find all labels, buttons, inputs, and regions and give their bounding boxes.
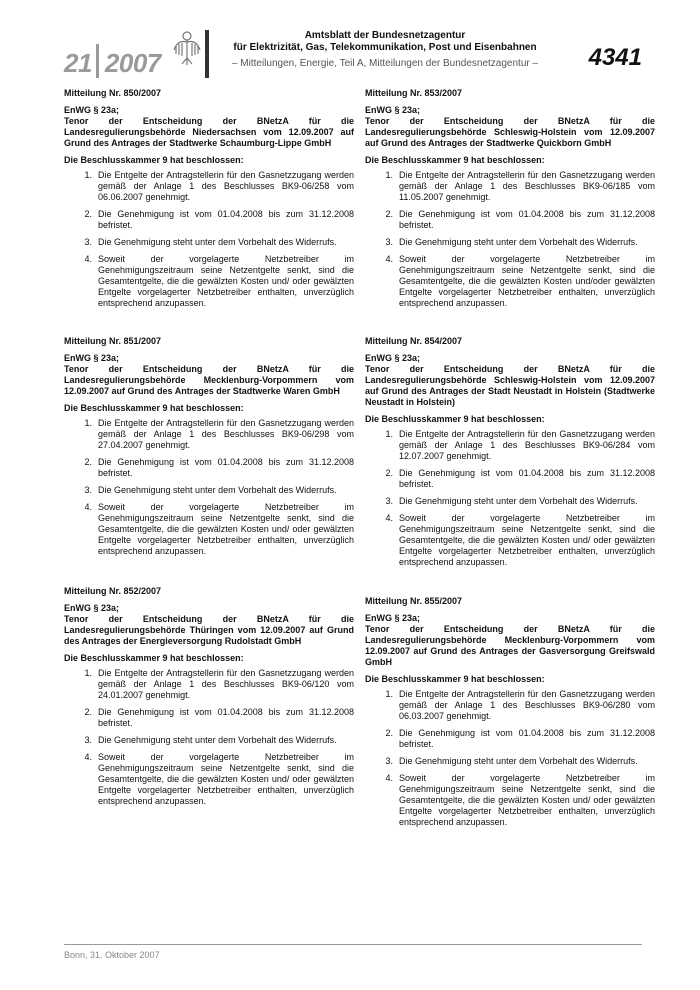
article-tenor: Tenor der Entscheidung der BNetzA für die Landesregulierungsbehörde Thüringen vom 12.09.2007 auf Grund des Antrages der Energieversorgung Rudolstadt GmbH xyxy=(64,614,354,646)
list-item: 3. Die Genehmigung steht unter dem Vorbehalt des Widerrufs. xyxy=(84,485,337,495)
decision-list xyxy=(64,170,354,309)
article-852 xyxy=(64,586,354,813)
list-item: 3. Die Genehmigung steht unter dem Vorbehalt des Widerrufs. xyxy=(385,237,638,247)
issue-year: 2007 xyxy=(104,48,161,78)
article-tenor: Tenor der Entscheidung der BNetzA für die Landesregulierungsbehörde Schleswig-Holstein vom 12.09.2007 auf Grund des Antrages der Stadtwerke Quickborn GmbH xyxy=(365,116,655,148)
article-law: EnWG § 23a; xyxy=(64,353,120,363)
header-divider xyxy=(205,30,209,78)
article-law: EnWG § 23a; xyxy=(365,613,421,623)
article-intro: Die Beschlusskammer 9 hat beschlossen: xyxy=(365,155,545,165)
decision-list xyxy=(365,170,655,309)
list-item: 4. Soweit der vorgelagerte Netzbetreiber im Genehmigungszeitraum seine Netzentgelte senkt, sind die Gesamtentgelte, die die gewälzten Kosten und/ oder gewälzten Entgelte vorgelagerter Netzbetreiber enthalten, unverzüglich entsprechend anzupassen. xyxy=(84,752,354,806)
article-853 xyxy=(365,88,655,315)
list-item: 3. Die Genehmigung steht unter dem Vorbehalt des Widerrufs. xyxy=(84,735,337,745)
issue-number: 21 xyxy=(64,48,92,78)
article-tenor: Tenor der Entscheidung der BNetzA für die Landesregulierungsbehörde Mecklenburg-Vorpommern vom 12.09.2007 auf Grund des Antrages der Gasversorgung Greifswald GmbH xyxy=(365,624,655,667)
article-law: EnWG § 23a; xyxy=(64,105,120,115)
list-item: 4. Soweit der vorgelagerte Netzbetreiber im Genehmigungszeitraum seine Netzentgelte senkt, sind die Gesamtentgelte, die die gewälzten Kosten und/ oder gewälzten Entgelte vorgelagerter Netzbetreiber enthalten, unverzüglich entsprechend anzupassen. xyxy=(84,254,354,308)
list-item: 3. Die Genehmigung steht unter dem Vorbehalt des Widerrufs. xyxy=(84,237,337,247)
publication-title: Amtsblatt der Bundesnetzagentur xyxy=(304,30,466,41)
publication-header xyxy=(220,30,550,70)
footer-divider xyxy=(64,944,642,945)
list-item: 1. Die Entgelte der Antragstellerin für den Gasnetzzugang werden gemäß der Anlage 1 des Beschlusses BK9-06/298 vom 27.04.2007 genehmigt. xyxy=(84,418,354,450)
list-item: 1. Die Entgelte der Antragstellerin für den Gasnetzzugang werden gemäß der Anlage 1 des Beschlusses BK9-06/280 vom 06.03.2007 genehmigt. xyxy=(385,689,655,721)
article-intro: Die Beschlusskammer 9 hat beschlossen: xyxy=(64,653,244,663)
list-item: 2. Die Genehmigung ist vom 01.04.2008 bis zum 31.12.2008 befristet. xyxy=(385,728,655,749)
article-law: EnWG § 23a; xyxy=(64,603,120,613)
article-850 xyxy=(64,88,354,315)
issue-label xyxy=(64,44,161,79)
footer-place-date: Bonn, 31. Oktober 2007 xyxy=(64,950,160,960)
article-number: Mitteilung Nr. 851/2007 xyxy=(64,336,162,346)
list-item: 4. Soweit der vorgelagerte Netzbetreiber im Genehmigungszeitraum seine Netzentgelte senkt, sind die Gesamtentgelte, die die gewälzten Kosten und/ oder gewälzten Entgelte vorgelagerter Netzbetreiber enthalten, unverzüglich entsprechend anzupassen. xyxy=(84,502,354,556)
list-item: 3. Die Genehmigung steht unter dem Vorbehalt des Widerrufs. xyxy=(385,496,638,506)
issue-separator xyxy=(96,44,99,78)
list-item: 3. Die Genehmigung steht unter dem Vorbehalt des Widerrufs. xyxy=(385,756,638,766)
article-number: Mitteilung Nr. 852/2007 xyxy=(64,586,162,596)
list-item: 2. Die Genehmigung ist vom 01.04.2008 bis zum 31.12.2008 befristet. xyxy=(84,209,354,230)
federal-eagle-icon xyxy=(172,28,202,68)
article-855 xyxy=(365,596,655,834)
article-tenor: Tenor der Entscheidung der BNetzA für die Landesregulierungsbehörde Schleswig-Holstein vom 12.09.2007 auf Grund des Antrages der Stadt Neustadt in Holstein (Stadtwerke Neustadt in Holstein) xyxy=(365,364,655,407)
article-intro: Die Beschlusskammer 9 hat beschlossen: xyxy=(365,674,545,684)
article-intro: Die Beschlusskammer 9 hat beschlossen: xyxy=(64,403,244,413)
publication-subtitle: für Elektrizität, Gas, Telekommunikation, Post und Eisenbahnen xyxy=(233,42,537,53)
article-number: Mitteilung Nr. 854/2007 xyxy=(365,336,463,346)
article-number: Mitteilung Nr. 850/2007 xyxy=(64,88,162,98)
article-intro: Die Beschlusskammer 9 hat beschlossen: xyxy=(365,414,545,424)
article-851 xyxy=(64,336,354,563)
article-law: EnWG § 23a; xyxy=(365,105,421,115)
article-854 xyxy=(365,336,655,574)
list-item: 4. Soweit der vorgelagerte Netzbetreiber im Genehmigungszeitraum seine Netzentgelte senkt, sind die Gesamtentgelte, die die gewälzten Kosten und/oder gewälzten Entgelte vorgelagerter Netzbetreiber enthalten, unverzüglich entsprechend anzupassen. xyxy=(385,254,655,308)
page-number: 4341 xyxy=(588,44,642,71)
list-item: 4. Soweit der vorgelagerte Netzbetreiber im Genehmigungszeitraum seine Netzentgelte senkt, sind die Gesamtentgelte, die die gewälzten Kosten und/ oder gewälzten Entgelte vorgelagerter Netzbetreiber enthalten, unverzüglich entsprechend anzupassen. xyxy=(385,513,655,567)
article-intro: Die Beschlusskammer 9 hat beschlossen: xyxy=(64,155,244,165)
article-number: Mitteilung Nr. 853/2007 xyxy=(365,88,463,98)
list-item: 2. Die Genehmigung ist vom 01.04.2008 bis zum 31.12.2008 befristet. xyxy=(84,707,354,728)
article-tenor: Tenor der Entscheidung der BNetzA für die Landesregulierungsbehörde Mecklenburg-Vorpommern vom 12.09.2007 auf Grund des Antrages der Stadtwerke Waren GmbH xyxy=(64,364,354,396)
article-law: EnWG § 23a; xyxy=(365,353,421,363)
decision-list xyxy=(64,418,354,557)
list-item: 1. Die Entgelte der Antragstellerin für den Gasnetzzugang werden gemäß der Anlage 1 des Beschlusses BK9-06/120 vom 24.01.2007 genehmigt. xyxy=(84,668,354,700)
list-item: 1. Die Entgelte der Antragstellerin für den Gasnetzzugang werden gemäß der Anlage 1 des Beschlusses BK9-06/185 vom 11.05.2007 genehmigt. xyxy=(385,170,655,202)
list-item: 2. Die Genehmigung ist vom 01.04.2008 bis zum 31.12.2008 befristet. xyxy=(385,468,655,489)
list-item: 2. Die Genehmigung ist vom 01.04.2008 bis zum 31.12.2008 befristet. xyxy=(385,209,655,230)
section-title: – Mitteilungen, Energie, Teil A, Mitteilungen der Bundesnetzagentur – xyxy=(231,58,539,69)
list-item: 1. Die Entgelte der Antragstellerin für den Gasnetzzugang werden gemäß der Anlage 1 des Beschlusses BK9-06/258 vom 06.06.2007 genehmigt. xyxy=(84,170,354,202)
list-item: 2. Die Genehmigung ist vom 01.04.2008 bis zum 31.12.2008 befristet. xyxy=(84,457,354,478)
list-item: 1. Die Entgelte der Antragstellerin für den Gasnetzzugang werden gemäß der Anlage 1 des Beschlusses BK9-06/284 vom 12.07.2007 genehmigt. xyxy=(385,429,655,461)
decision-list xyxy=(365,429,655,568)
article-tenor: Tenor der Entscheidung der BNetzA für die Landesregulierungsbehörde Niedersachsen vom 12.09.2007 auf Grund des Antrages der Stadtwerke Schaumburg-Lippe GmbH xyxy=(64,116,354,148)
article-number: Mitteilung Nr. 855/2007 xyxy=(365,596,463,606)
list-item: 4. Soweit der vorgelagerte Netzbetreiber im Genehmigungszeitraum seine Netzentgelte senkt, sind die Gesamtentgelte, die die gewälzten Kosten und/ oder gewälzten Entgelte vorgelagerter Netzbetreiber enthalten, unverzüglich entsprechend anzupassen. xyxy=(385,773,655,827)
decision-list xyxy=(365,689,655,828)
decision-list xyxy=(64,668,354,807)
